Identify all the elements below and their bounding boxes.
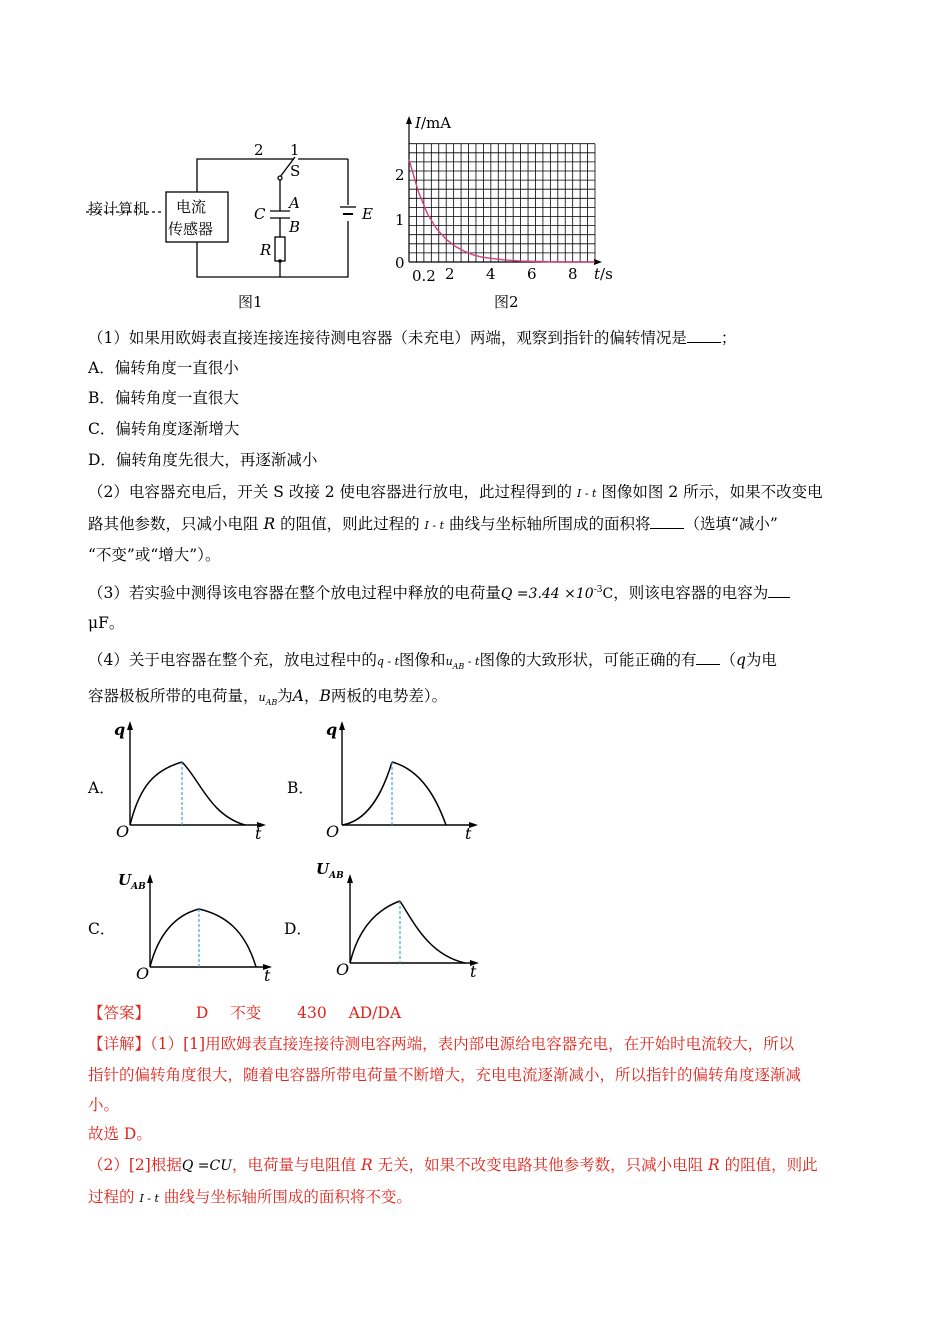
q4-b: 图像和 — [399, 651, 446, 669]
q4-f: 容器极板所带的电荷量， — [88, 687, 259, 705]
question-4-line2 — [88, 686, 447, 713]
exp6-a: 过程的 — [88, 1188, 135, 1206]
resistor — [275, 237, 285, 261]
q1-option-b: B．偏转角度一直很大 — [88, 389, 239, 407]
y-tick-0: 0 — [395, 254, 405, 272]
q3-a: （3）若实验中测得该电容器在整个放电过程中释放的电荷量 — [88, 584, 501, 603]
switch-label: S — [290, 162, 301, 180]
graph-a-q-label: q — [114, 720, 126, 739]
y-tick-2: 2 — [395, 166, 405, 184]
q4-sub: AB — [452, 662, 465, 672]
q4-q: q — [735, 651, 746, 669]
q2-it-label: I - t — [577, 487, 597, 500]
answer-label: 【答案】 — [88, 1004, 151, 1022]
explanation-line6 — [88, 1187, 412, 1209]
figure2-caption: 图2 — [494, 293, 519, 311]
q2-b: 图像如图 2 所示，如果不改变电 — [601, 483, 823, 501]
q4-e: 为电 — [745, 651, 777, 669]
q3-blank[interactable] — [768, 583, 790, 598]
explanation-line3: 小。 — [88, 1096, 120, 1114]
q4-g: 为 — [277, 687, 293, 705]
question-1 — [88, 328, 736, 348]
q4-c: 图像的大致形状，可能正确的有 — [479, 651, 697, 669]
graph-c-t-label: t — [264, 966, 271, 985]
exp5-a: （2）[2]根据 — [88, 1156, 182, 1174]
graph-d-charge-curve — [350, 901, 400, 963]
graph-option-b — [322, 715, 482, 845]
explanation-text-1: （1）[1]用欧姆表直接连接待测电容两端，表内部电源给电容器充电，在开始时电流较大，所以 — [150, 1035, 795, 1053]
plate-b-label: B — [289, 218, 301, 236]
graph-b-charge-curve — [342, 762, 392, 825]
x-axis-label: t/s — [594, 265, 613, 283]
exp5-r1: R — [360, 1156, 373, 1174]
q4-ut: - t — [464, 655, 480, 668]
graph-a-t-label: t — [255, 824, 262, 843]
q3-unit: C — [602, 586, 614, 603]
graph-d-u: U — [316, 860, 330, 878]
graph-a-discharge-curve — [182, 762, 245, 825]
q1-option-a: A．偏转角度一直很小 — [88, 359, 239, 377]
answer-line — [88, 1003, 401, 1023]
resistor-label: R — [260, 241, 272, 259]
q3-b: ，则该电容器的电容为 — [613, 584, 769, 603]
q2-blank[interactable] — [650, 514, 684, 529]
answer-4: AD/DA — [348, 1004, 402, 1022]
question-2-line3: “不变”或“增大”）。 — [88, 546, 221, 564]
q1-option-c: C．偏转角度逐渐增大 — [88, 420, 240, 438]
question-3-line1 — [88, 580, 790, 604]
graph-option-b-label: B． — [287, 779, 314, 797]
plate-a-label: A — [289, 194, 300, 212]
terminal-1: 1 — [290, 141, 300, 159]
i-t-graph — [380, 112, 630, 292]
circuit-diagram — [80, 135, 380, 310]
graph-option-c — [130, 855, 280, 985]
sensor-label-1: 电流 — [176, 198, 207, 216]
graph-option-d — [330, 855, 490, 985]
exp5-d: 的阻值，则此 — [724, 1156, 818, 1174]
explanation-line2: 指针的偏转角度很大，随着电容器所带电荷量不断增大，充电电流逐渐减小，所以指针的偏转角度逐渐减 — [88, 1066, 802, 1084]
explanation-line1 — [88, 1034, 794, 1054]
exp5-formula: Q =CU — [181, 1158, 232, 1174]
graph-option-a — [110, 715, 270, 845]
q2-a: （2）电容器充电后，开关 S 改接 2 使电容器进行放电，此过程得到的 — [88, 483, 573, 501]
capacitor-label: C — [254, 205, 266, 223]
graph-c-origin: O — [136, 964, 150, 983]
computer-label: 接计算机 — [88, 200, 149, 218]
x-tick-0-2: 0.2 — [412, 267, 436, 285]
explanation-line4: 故选 D。 — [88, 1125, 152, 1143]
q2-r: R — [263, 515, 276, 533]
answer-3: 430 — [297, 1004, 327, 1022]
graph-option-c-label: C． — [88, 920, 116, 938]
q4-u2: u — [258, 691, 266, 704]
q1-option-d: D．偏转角度先很大，再逐渐减小 — [88, 451, 318, 469]
graph-b-origin: O — [326, 822, 340, 841]
exp6-it: I - t — [139, 1192, 159, 1205]
graph-c-u: U — [118, 871, 132, 889]
exp5-b: ，电荷量与电阻值 — [232, 1156, 357, 1174]
answer-2: 不变 — [230, 1004, 262, 1022]
q4-qt: q - t — [376, 655, 400, 668]
q4-u: u — [445, 655, 453, 668]
x-tick-6: 6 — [527, 265, 537, 283]
q2-it-label-2: I - t — [424, 519, 444, 532]
y-axis-arrow — [406, 116, 412, 124]
q4-j: B — [319, 687, 331, 705]
q4-d: （ — [720, 651, 736, 669]
exp5-r2: R — [708, 1156, 720, 1174]
q3-formula: Q =3.44 ×10 — [500, 586, 594, 603]
y-tick-1: 1 — [395, 211, 405, 229]
x-axis-label-text: /s — [600, 265, 613, 283]
q2-e: 曲线与坐标轴所围成的面积将 — [448, 515, 651, 533]
graph-c-u-sub: AB — [131, 882, 146, 892]
figure1-caption: 图1 — [238, 293, 263, 311]
graph-a-charge-curve — [130, 762, 182, 825]
q4-i: ， — [303, 687, 320, 705]
exp5-c: 无关，如果不改变电路其他参考数，只减小电阻 — [377, 1156, 704, 1174]
x-tick-8: 8 — [568, 265, 578, 283]
answer-1: D — [195, 1004, 209, 1022]
graph-d-t-label: t — [470, 962, 477, 981]
graph-d-u-label — [316, 860, 344, 881]
q3-exp: -3 — [593, 585, 603, 595]
graph-d-discharge-curve — [400, 901, 465, 963]
graph-c-charge-curve — [150, 909, 199, 967]
q1-blank[interactable] — [687, 328, 721, 343]
q1-text: （1）如果用欧姆表直接连接连接待测电容器（未充电）两端，观察到指针的偏转情况是 — [88, 329, 687, 347]
x-tick-2: 2 — [445, 265, 455, 283]
graph-d-u-sub: AB — [329, 871, 344, 881]
graph-c-discharge-curve — [199, 909, 256, 967]
explanation-label: 【详解】 — [88, 1035, 151, 1053]
graph-b-q-label: q — [326, 720, 338, 739]
question-3-line2: μF。 — [88, 614, 125, 632]
terminal-2: 2 — [254, 141, 264, 159]
exp6-b: 曲线与坐标轴所围成的面积将不变。 — [163, 1188, 412, 1206]
graph-option-d-label: D． — [284, 920, 312, 938]
graph-c-u-label — [118, 871, 146, 892]
q4-blank[interactable] — [696, 650, 720, 665]
q2-c: 路其他参数，只减小电阻 — [88, 515, 259, 533]
q2-f: （选填“减小” — [684, 515, 778, 533]
question-2-line2 — [88, 514, 778, 536]
graph-option-a-label: A． — [88, 779, 115, 797]
q4-sub2: AB — [265, 698, 278, 708]
explanation-line5 — [88, 1155, 818, 1176]
q2-d: 的阻值，则此过程的 — [280, 515, 420, 533]
sensor-label-2: 传感器 — [168, 220, 214, 238]
q4-h: A — [292, 687, 304, 705]
graph-d-origin: O — [336, 960, 350, 979]
y-axis-label-text: /mA — [420, 114, 452, 132]
y-axis-label: I/mA — [415, 114, 452, 132]
q1-end: ； — [720, 329, 737, 347]
question-2-line1 — [88, 482, 823, 504]
battery-label: E — [362, 205, 373, 223]
question-4-line1 — [88, 650, 777, 677]
i-t-curve — [409, 160, 595, 262]
graph-b-discharge-curve — [392, 762, 446, 825]
q4-a: （4）关于电容器在整个充，放电过程中的 — [88, 651, 377, 669]
q4-k: 两板的电势差）。 — [330, 687, 448, 705]
x-tick-4: 4 — [486, 265, 496, 283]
graph-a-origin: O — [116, 822, 130, 841]
graph-b-t-label: t — [465, 824, 472, 843]
